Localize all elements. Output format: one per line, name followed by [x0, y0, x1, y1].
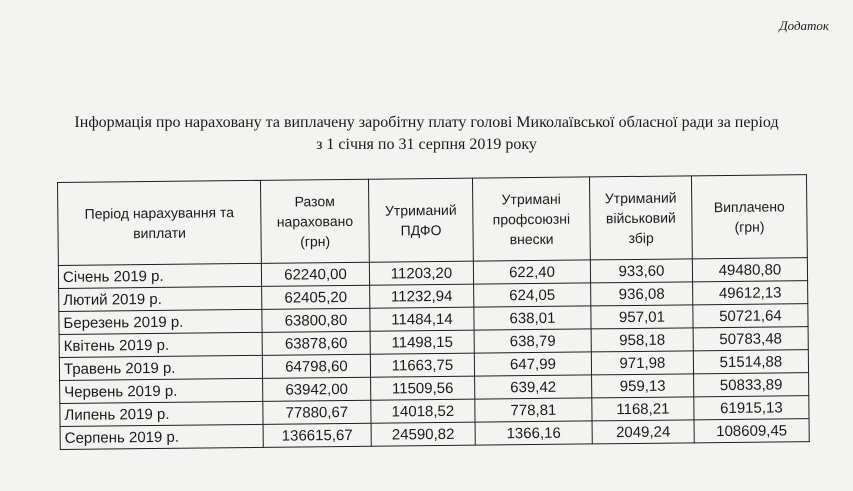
cell-total-accrued: 62240,00: [261, 262, 369, 286]
header-paid: Виплачено (грн): [691, 175, 807, 259]
cell-pdfo: 14018,52: [371, 399, 475, 423]
cell-union-fees: 778,81: [475, 398, 592, 422]
cell-pdfo: 11484,14: [370, 307, 474, 331]
cell-paid: 50783,48: [693, 327, 808, 351]
cell-pdfo: 24590,82: [371, 422, 475, 446]
cell-union-fees: 1366,16: [475, 421, 592, 445]
cell-military-levy: 1168,21: [592, 397, 694, 421]
cell-union-fees: 622,40: [473, 260, 590, 284]
cell-paid: 50721,64: [693, 304, 808, 328]
cell-union-fees: 638,79: [474, 329, 591, 353]
cell-military-levy: 2049,24: [592, 420, 694, 444]
cell-union-fees: 624,05: [474, 283, 591, 307]
cell-union-fees: 639,42: [475, 375, 592, 399]
header-total-accrued: Разом нараховано (грн): [260, 179, 369, 263]
cell-pdfo: 11663,75: [370, 353, 474, 377]
cell-military-levy: 936,08: [591, 282, 693, 306]
cell-pdfo: 11232,94: [370, 284, 474, 308]
table-header-row: [58, 175, 808, 266]
cell-pdfo: 11509,56: [371, 376, 475, 400]
cell-paid: 49612,13: [693, 281, 808, 305]
cell-paid: 50833,89: [694, 373, 809, 397]
cell-total-accrued: 63800,80: [262, 308, 370, 332]
cell-military-levy: 957,01: [591, 305, 693, 329]
cell-paid: 51514,88: [693, 350, 808, 374]
title-line-2: з 1 січня по 31 серпня 2019 року: [316, 136, 537, 153]
cell-period: Лютий 2019 р.: [59, 286, 262, 311]
cell-military-levy: 971,98: [591, 351, 693, 375]
cell-pdfo: 11498,15: [370, 330, 474, 354]
cell-total-accrued: 63878,60: [262, 331, 370, 355]
annex-label: Додаток: [779, 18, 829, 33]
cell-paid: 61915,13: [694, 396, 809, 420]
cell-union-fees: 647,99: [474, 352, 591, 376]
cell-total-accrued: 63942,00: [263, 377, 371, 401]
cell-total-accrued: 77880,67: [263, 400, 371, 424]
title-line-1: Інформація про нараховану та виплачену заробітну плату голові Миколаївської обласної ради за період: [74, 114, 779, 131]
cell-union-fees: 638,01: [474, 306, 591, 330]
cell-period: Травень 2019 р.: [59, 355, 262, 380]
document-title: [0, 112, 853, 156]
cell-paid: 108609,45: [694, 419, 809, 443]
cell-period: Січень 2019 р.: [58, 263, 261, 288]
cell-military-levy: 959,13: [592, 374, 694, 398]
cell-military-levy: 933,60: [590, 259, 692, 283]
cell-military-levy: 958,18: [591, 328, 693, 352]
header-pdfo: Утриманий ПДФО: [368, 178, 473, 262]
cell-period: Квітень 2019 р.: [59, 332, 262, 357]
header-period: Період нарахування та виплати: [58, 180, 262, 265]
salary-table: [57, 174, 810, 450]
header-union-fees: Утримані профсоюзні внески: [472, 177, 590, 261]
cell-total-accrued: 136615,67: [263, 423, 371, 447]
cell-paid: 49480,80: [692, 258, 807, 282]
cell-period: Липень 2019 р.: [60, 401, 263, 426]
cell-pdfo: 11203,20: [369, 261, 473, 285]
cell-total-accrued: 64798,60: [262, 354, 370, 378]
cell-period: Червень 2019 р.: [60, 378, 263, 403]
cell-period: Серпень 2019 р.: [60, 424, 263, 449]
header-military-levy: Утриманий військовий збір: [589, 176, 692, 260]
cell-total-accrued: 62405,20: [262, 285, 370, 309]
cell-period: Березень 2019 р.: [59, 309, 262, 334]
